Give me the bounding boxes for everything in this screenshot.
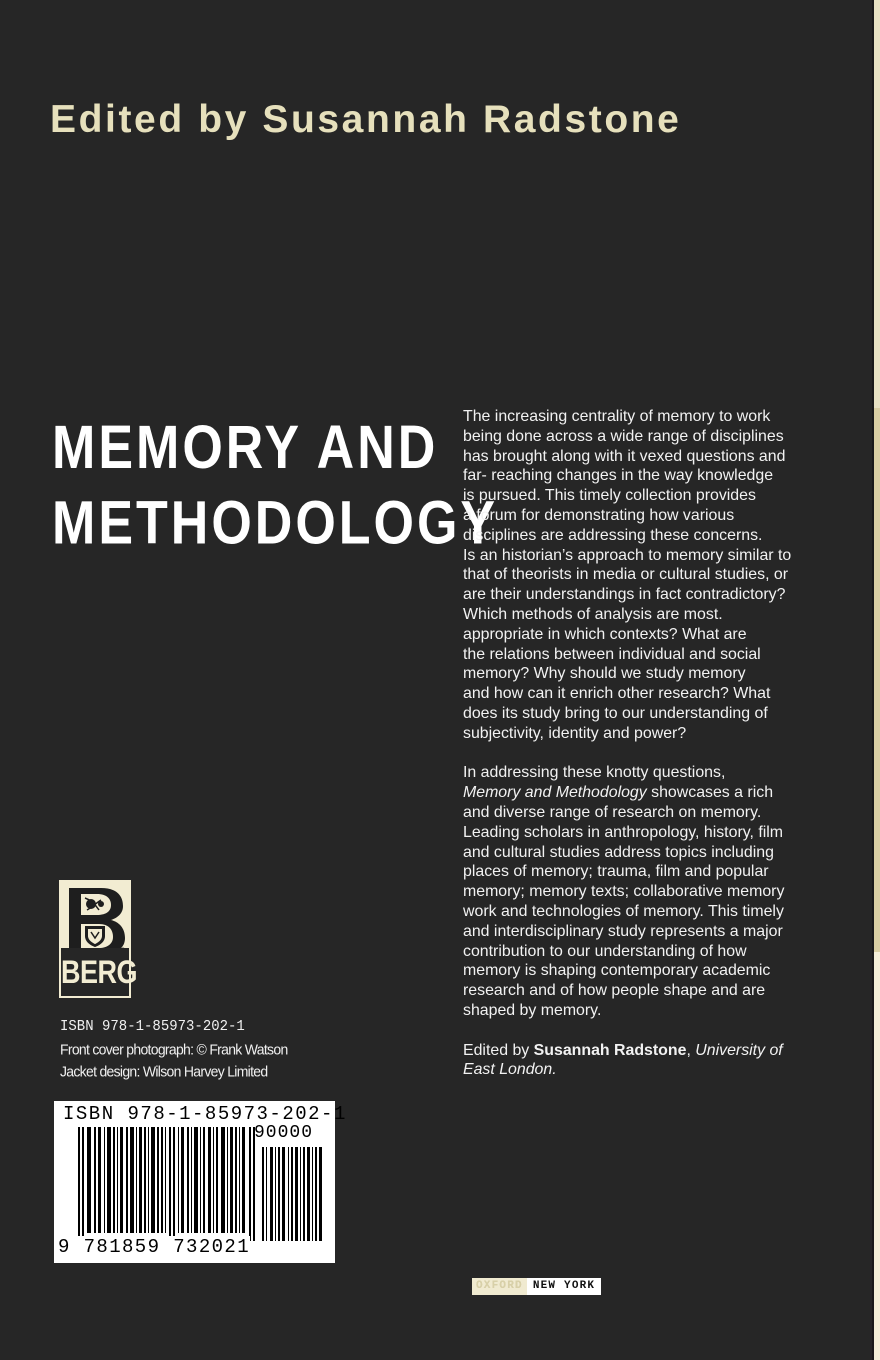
- barcode: [54, 1101, 347, 1263]
- book-title-line-2: METHODOLOGY: [52, 489, 499, 558]
- editor-credit-prefix: Edited by: [463, 1041, 534, 1059]
- editor-credit-sep: ,: [686, 1041, 696, 1059]
- blurb-paragraph-1: The increasing centrality of memory to work being done across a wide range of disciplines has brought along with it vexed questions and far- reaching changes in the way knowledge is pursued. This timely collection provides a forum for demonstrating how various disciplines are addressing these concerns. Is an historian’s approach to memory similar to that of theorists in media or cultural studies, or are their understandings in fact contradictory? Which methods of analysis are most. appropriate in which contexts? What are the relations between individual and social memory? Why should we study memory and how can it enrich other research? What does its study bring to our understanding of subjectivity, identity and power?: [463, 408, 792, 742]
- blurb-paragraph-2-rest: showcases a rich and diverse range of research on memory. Leading scholars in anthropology, history, film and cultural studies address topics including places of memory; trauma, film and popular memory; memory texts; collaborative memory work and technologies of memory. This timely and interdisciplinary study represents a major contribution to our understanding of how memory is shaping contemporary academic research and of how people shape and are shaped by memory.: [463, 784, 785, 1019]
- editor-credit: [463, 1041, 811, 1081]
- barcode-isbn-label: ISBN 978-1-85973-202-1: [63, 1103, 347, 1125]
- imprint-oxford-label: OXFORD: [476, 1280, 523, 1292]
- publisher-imprint: [472, 1278, 601, 1295]
- book-title-line-1: MEMORY AND: [52, 413, 439, 482]
- blurb-book-title: Memory and Methodology: [463, 784, 647, 802]
- credits-photo: Front cover photograph: © Frank Watson: [60, 1040, 288, 1058]
- barcode-addon-digits: 90000: [254, 1123, 314, 1143]
- cover-credits: [60, 1016, 288, 1082]
- editor-credit-name: Susannah Radstone: [533, 1041, 687, 1059]
- berg-logo: [59, 880, 138, 998]
- editor-heading: Edited by Susannah Radstone: [50, 98, 682, 141]
- credits-design: Jacket design: Wilson Harvey Limited: [60, 1062, 268, 1080]
- barcode-ean-digits: 9 781859 732021: [58, 1236, 251, 1258]
- page-edge: [874, 0, 880, 1360]
- imprint-new-york: NEW YORK: [527, 1278, 601, 1295]
- berg-wordmark: BERG: [61, 948, 129, 996]
- blurb-paragraph-2: [463, 763, 811, 1020]
- imprint-oxford: [472, 1278, 527, 1295]
- book-title: [52, 410, 498, 561]
- back-cover-blurb: [463, 407, 811, 1080]
- credits-isbn: ISBN 978-1-85973-202-1: [60, 1018, 245, 1036]
- berg-emblem-icon: [63, 884, 127, 956]
- editor-credit-affiliation: University of East London.: [463, 1041, 783, 1079]
- blurb-paragraph-2-intro: In addressing these knotty questions,: [463, 764, 726, 782]
